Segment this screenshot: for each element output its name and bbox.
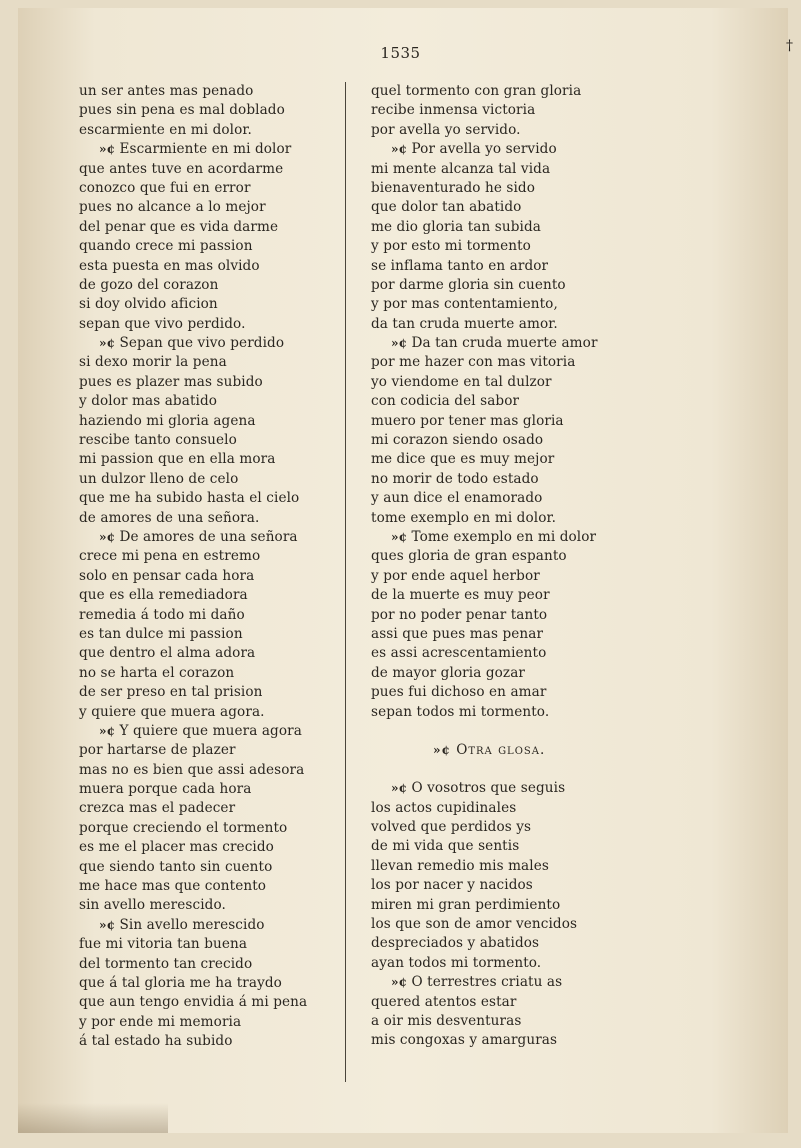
verse-line <box>371 973 671 992</box>
verse-line <box>79 625 349 644</box>
line-text: sin avello merescido. <box>79 897 226 914</box>
verse-line <box>371 586 671 605</box>
verse-line <box>79 121 349 140</box>
line-text: es assi acrescentamiento <box>371 645 547 662</box>
line-text: que á tal gloria me ha traydo <box>79 974 282 991</box>
line-text: que es ella remediadora <box>79 587 248 604</box>
verse-line <box>371 934 671 953</box>
line-text: a oir mis desventuras <box>371 1012 522 1029</box>
line-text: un dulzor lleno de celo <box>79 470 239 487</box>
verse-line <box>79 509 349 528</box>
verse-line <box>371 334 671 353</box>
verse-line <box>371 295 671 314</box>
verse-line <box>371 644 671 663</box>
verse-line <box>79 644 349 663</box>
verse-line <box>79 140 349 159</box>
verse-line <box>371 779 671 798</box>
line-text: y aun dice el enamorado <box>371 490 543 507</box>
line-text: Otra glosa. <box>456 741 546 758</box>
line-text: O vosotros que seguis <box>411 780 566 797</box>
verse-line <box>371 198 671 217</box>
verse-line <box>79 683 349 702</box>
line-text: miren mi gran perdimiento <box>371 896 561 913</box>
verse-line <box>79 373 349 392</box>
line-text: ques gloria de gran espanto <box>371 548 567 565</box>
line-text: pues sin pena es mal doblado <box>79 102 285 119</box>
verse-line <box>79 295 349 314</box>
line-text: muera porque cada hora <box>79 781 252 798</box>
line-text: por darme gloria sin cuento <box>371 276 566 293</box>
verse-line <box>79 703 349 722</box>
verse-line <box>79 237 349 256</box>
line-text: mi mente alcanza tal vida <box>371 160 551 177</box>
line-text: y por mas contentamiento, <box>371 296 558 313</box>
pilcrow-mark: »¢ <box>391 142 408 157</box>
line-text: si doy olvido aficion <box>79 296 218 313</box>
line-text: los actos cupidinales <box>371 799 517 816</box>
line-text: que antes tuve en acordarme <box>79 160 284 177</box>
verse-line <box>371 218 671 237</box>
line-text: muero por tener mas gloria <box>371 412 564 429</box>
line-text: quered atentos estar <box>371 993 517 1010</box>
line-text: O terrestres criatu as <box>411 974 563 991</box>
line-text: por avella yo servido. <box>371 121 521 138</box>
verse-line <box>371 237 671 256</box>
line-text: tome exemplo en mi dolor. <box>371 509 557 526</box>
line-text: da tan cruda muerte amor. <box>371 315 558 332</box>
line-text: los que son de amor vencidos <box>371 916 578 933</box>
section-heading <box>371 741 671 760</box>
verse-line <box>79 392 349 411</box>
verse-line <box>371 547 671 566</box>
line-text: conozco que fui en error <box>79 179 251 196</box>
verse-line <box>371 1031 671 1050</box>
verse-line <box>371 954 671 973</box>
line-text: esta puesta en mas olvido <box>79 257 260 274</box>
line-text: no morir de todo estado <box>371 470 539 487</box>
verse-line <box>371 509 671 528</box>
line-text: mi passion que en ella mora <box>79 451 276 468</box>
verse-line <box>79 761 349 780</box>
line-text: recibe inmensa victoria <box>371 102 536 119</box>
right-column <box>371 82 671 1051</box>
pilcrow-mark: »¢ <box>99 142 116 157</box>
line-text: con codicia del sabor <box>371 393 520 410</box>
line-text: á tal estado ha subido <box>79 1033 233 1050</box>
line-text: escarmiente en mi dolor. <box>79 121 252 138</box>
verse-line <box>79 547 349 566</box>
pilcrow-mark: »¢ <box>433 742 451 757</box>
verse-line <box>79 334 349 353</box>
verse-line <box>79 858 349 877</box>
line-text: y por ende mi memoria <box>79 1013 242 1030</box>
corner-mark: † <box>786 38 793 54</box>
line-text: que aun tengo envidia á mi pena <box>79 994 308 1011</box>
line-text: remedia á todo mi daño <box>79 606 245 623</box>
line-text: pues es plazer mas subido <box>79 373 263 390</box>
verse-line <box>79 276 349 295</box>
line-text: que dentro el alma adora <box>79 645 256 662</box>
line-text: y quiere que muera agora. <box>79 703 265 720</box>
verse-line <box>371 160 671 179</box>
line-text: solo en pensar cada hora <box>79 567 255 584</box>
left-column <box>79 82 349 1052</box>
line-text: Tome exemplo en mi dolor <box>411 528 597 545</box>
line-text: crece mi pena en estremo <box>79 548 261 565</box>
verse-line <box>79 412 349 431</box>
verse-line <box>371 489 671 508</box>
line-text: mis congoxas y amarguras <box>371 1032 558 1049</box>
verse-line <box>79 838 349 857</box>
line-text: es me el placer mas crecido <box>79 839 274 856</box>
page-shadow <box>18 1103 168 1133</box>
line-text: los por nacer y nacidos <box>371 877 533 894</box>
line-text: quando crece mi passion <box>79 238 253 255</box>
line-text: me hace mas que contento <box>79 878 267 895</box>
line-text: Y quiere que muera agora <box>119 722 302 739</box>
verse-line <box>79 567 349 586</box>
verse-line <box>79 780 349 799</box>
verse-line <box>371 664 671 683</box>
line-text: es tan dulce mi passion <box>79 625 243 642</box>
verse-line <box>79 799 349 818</box>
line-text: y dolor mas abatido <box>79 393 218 410</box>
verse-line <box>79 218 349 237</box>
verse-line <box>371 392 671 411</box>
verse-line <box>371 876 671 895</box>
verse-line <box>79 955 349 974</box>
line-text: me dice que es muy mejor <box>371 451 555 468</box>
line-text: un ser antes mas penado <box>79 83 254 99</box>
line-text: por no poder penar tanto <box>371 606 548 623</box>
line-text: que dolor tan abatido <box>371 199 522 216</box>
line-text: bienaventurado he sido <box>371 179 535 196</box>
verse-line <box>371 567 671 586</box>
line-text: llevan remedio mis males <box>371 857 549 874</box>
verse-line <box>371 606 671 625</box>
verse-line <box>79 528 349 547</box>
line-text: sepan todos mi tormento. <box>371 703 550 720</box>
verse-line <box>79 877 349 896</box>
line-text: porque creciendo el tormento <box>79 819 288 836</box>
line-text: no se harta el corazon <box>79 664 235 681</box>
verse-line <box>371 857 671 876</box>
line-text: que me ha subido hasta el cielo <box>79 490 300 507</box>
verse-line <box>79 896 349 915</box>
verse-line <box>79 664 349 683</box>
line-text: rescibe tanto consuelo <box>79 432 237 449</box>
pilcrow-mark: »¢ <box>99 723 116 738</box>
verse-line <box>79 179 349 198</box>
verse-line <box>371 683 671 702</box>
verse-line <box>79 974 349 993</box>
verse-line <box>371 450 671 469</box>
line-text: del tormento tan crecido <box>79 955 253 972</box>
verse-line <box>371 257 671 276</box>
line-text: de ser preso en tal prision <box>79 684 263 701</box>
pilcrow-mark: »¢ <box>99 917 116 932</box>
verse-line <box>79 993 349 1012</box>
verse-line <box>371 179 671 198</box>
line-text: de mi vida que sentis <box>371 838 520 855</box>
line-text: de la muerte es muy peor <box>371 587 550 604</box>
verse-line <box>371 276 671 295</box>
line-text: y por esto mi tormento <box>371 238 531 255</box>
verse-line <box>371 101 671 120</box>
verse-line <box>371 837 671 856</box>
verse-line <box>371 140 671 159</box>
line-text: ayan todos mi tormento. <box>371 954 542 971</box>
verse-line <box>79 101 349 120</box>
line-text: sepan que vivo perdido. <box>79 315 246 332</box>
verse-line <box>79 741 349 760</box>
verse-line <box>371 412 671 431</box>
line-text: volved que perdidos ys <box>371 819 532 836</box>
verse-line <box>371 915 671 934</box>
line-text: mas no es bien que assi adesora <box>79 761 305 778</box>
verse-line <box>79 722 349 741</box>
page-number: 1535 <box>380 44 421 62</box>
pilcrow-mark: »¢ <box>99 336 116 351</box>
verse-line <box>79 198 349 217</box>
verse-line <box>371 1012 671 1031</box>
line-text: Sin avello merescido <box>119 916 265 933</box>
verse-line <box>371 82 671 101</box>
line-text: de gozo del corazon <box>79 276 219 293</box>
line-text: me dio gloria tan subida <box>371 218 541 235</box>
verse-line <box>371 373 671 392</box>
line-text: pues fui dichoso en amar <box>371 684 547 701</box>
verse-line <box>79 1032 349 1051</box>
verse-line <box>79 916 349 935</box>
line-text: de amores de una señora. <box>79 509 260 526</box>
verse-line <box>79 606 349 625</box>
line-text: fue mi vitoria tan buena <box>79 936 248 953</box>
pilcrow-mark: »¢ <box>391 336 408 351</box>
verse-line <box>371 470 671 489</box>
verse-line <box>371 353 671 372</box>
verse-line <box>79 160 349 179</box>
verse-line <box>371 896 671 915</box>
line-text: del penar que es vida darme <box>79 218 279 235</box>
verse-line <box>79 586 349 605</box>
verse-line <box>79 819 349 838</box>
line-text: si dexo morir la pena <box>79 354 227 371</box>
pilcrow-mark: »¢ <box>99 529 116 544</box>
verse-line <box>371 818 671 837</box>
line-text: haziendo mi gloria agena <box>79 412 256 429</box>
line-text: que siendo tanto sin cuento <box>79 858 273 875</box>
line-text: mi corazon siendo osado <box>371 432 544 449</box>
line-text: pues no alcance a lo mejor <box>79 199 266 216</box>
line-text: por me hazer con mas vitoria <box>371 354 576 371</box>
line-text: yo viendome en tal dulzor <box>371 373 552 390</box>
verse-line <box>79 489 349 508</box>
line-text: assi que pues mas penar <box>371 625 544 642</box>
verse-line <box>79 315 349 334</box>
verse-line <box>79 935 349 954</box>
line-text: se inflama tanto en ardor <box>371 257 549 274</box>
pilcrow-mark: »¢ <box>391 529 408 544</box>
verse-line <box>371 528 671 547</box>
verse-line <box>79 82 349 101</box>
verse-line <box>79 431 349 450</box>
line-text: y por ende aquel herbor <box>371 567 540 584</box>
line-text: crezca mas el padecer <box>79 800 236 817</box>
line-text: Da tan cruda muerte amor <box>411 335 598 352</box>
verse-line <box>371 625 671 644</box>
line-text: Escarmiente en mi dolor <box>119 141 292 158</box>
line-text: Por avella yo servido <box>411 141 557 158</box>
line-text: quel tormento con gran gloria <box>371 83 582 99</box>
verse-line <box>371 121 671 140</box>
verse-line <box>79 470 349 489</box>
verse-line <box>79 1013 349 1032</box>
line-text: de mayor gloria gozar <box>371 664 526 681</box>
verse-line <box>79 353 349 372</box>
verse-line <box>79 450 349 469</box>
verse-line <box>371 993 671 1012</box>
pilcrow-mark: »¢ <box>391 781 408 796</box>
line-text: De amores de una señora <box>119 528 298 545</box>
line-text: Sepan que vivo perdido <box>119 335 285 352</box>
line-text: por hartarse de plazer <box>79 742 236 759</box>
verse-line <box>79 257 349 276</box>
verse-line <box>371 315 671 334</box>
verse-line <box>371 703 671 722</box>
line-text: despreciados y abatidos <box>371 935 540 952</box>
pilcrow-mark: »¢ <box>391 975 408 990</box>
verse-line <box>371 431 671 450</box>
verse-line <box>371 799 671 818</box>
